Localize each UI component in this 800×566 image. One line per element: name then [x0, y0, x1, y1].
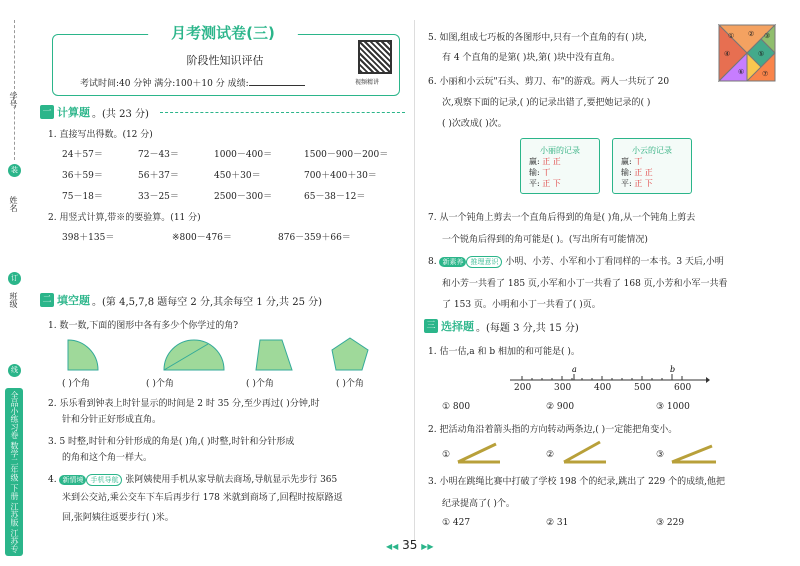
right-arrows-icon: ▶▶	[421, 542, 434, 551]
svg-text:⑤: ⑤	[758, 50, 765, 58]
question-text: 小明、小芳、小军和小丁看同样的一本书。3 天后,小明	[505, 257, 724, 267]
pentagon-shape	[332, 338, 368, 370]
question-1-1: 1. 直接写出得数。(12 分)	[48, 130, 153, 140]
svg-text:③: ③	[764, 32, 771, 40]
choice-option[interactable]: ③ 229	[656, 518, 685, 528]
calc-item: 2500－300＝	[214, 192, 273, 202]
choice-1: 1. 估一估,a 和 b 相加的和可能是( )。	[428, 347, 580, 357]
page-divider	[414, 20, 415, 540]
question-2-4-line1	[48, 472, 337, 486]
question-2-6-line2: 次,观察下面的记录,( )的记录出错了,要把她记录的( )	[442, 98, 651, 108]
vertical-calc-item: 398＋135＝	[62, 233, 115, 243]
question-2-2-line1: 2. 乐乐看到钟表上时针显示的时间是 2 时 35 分,至少再过( )分钟,时	[48, 399, 320, 409]
tick-label: 600	[674, 383, 692, 393]
angle-figure-2	[564, 442, 606, 462]
calc-item: 65－38－12＝	[304, 192, 366, 202]
angle-figure-1	[458, 444, 500, 462]
class-label: 班级	[9, 292, 18, 308]
vertical-calc-item: 876－359＋66＝	[278, 233, 351, 243]
record-card-xiaoli	[520, 138, 600, 194]
choice-option[interactable]: ① 427	[442, 518, 471, 528]
rotating-angle-figures	[456, 438, 736, 466]
question-1-2: 2. 用竖式计算,带※的要验算。(11 分)	[48, 213, 201, 223]
record-card-xiaoyun	[612, 138, 692, 194]
left-arrows-icon: ◀◀	[386, 542, 399, 551]
binding-dot: 订	[8, 272, 21, 285]
question-2-7-line1: 7. 从一个钝角上剪去一个直角后得到的角是( )角,从一个钝角上剪去	[428, 213, 696, 223]
tick-label: 400	[594, 383, 612, 393]
calc-item: 1000－400＝	[214, 150, 273, 160]
binding-dot: 线	[8, 364, 21, 377]
question-2-5-line1: 5. 如图,组成七巧板的各图形中,只有一个直角的有( )块,	[428, 33, 647, 43]
quarter-circle-shape	[68, 340, 98, 370]
binding-line	[14, 20, 15, 160]
choice-3-line2: 纪录提高了( )个。	[442, 499, 515, 509]
section-title: 计算题	[57, 106, 90, 119]
point-a-label: a	[572, 365, 577, 374]
question-number: 8.	[428, 257, 437, 267]
exam-info	[80, 76, 305, 89]
section-note: 。(共 23 分)	[92, 108, 149, 120]
question-2-6-line3: ( )次改成( )次。	[442, 119, 507, 129]
section-number: 三	[424, 319, 438, 333]
question-text: 张阿姨使用手机从家导航去商场,导航显示先步行 365	[125, 475, 338, 485]
calc-item: 24＋57＝	[62, 150, 103, 160]
record-row: 赢: 正 正	[529, 157, 561, 166]
question-2-8-line1	[428, 254, 724, 268]
page-number: ◀◀ 35 ▶▶	[386, 538, 434, 552]
svg-text:②: ②	[748, 30, 755, 38]
record-row: 赢: 丅	[621, 157, 643, 166]
choice-option[interactable]: ①	[442, 450, 451, 460]
book-series-band: 全品小练习卷 数学二年级 下册 江苏版 江苏专	[5, 388, 23, 556]
question-2-4-line2: 米到公交站,乘公交车下车后再步行 178 米就到商场了,回程时按原路返	[62, 493, 343, 503]
choice-option[interactable]: ②	[546, 450, 555, 460]
svg-text:⑦: ⑦	[762, 70, 769, 78]
trapezoid-shape	[256, 340, 292, 370]
question-2-5-line2: 有 4 个直角的是第( )块,第( )块中没有直角。	[442, 53, 621, 63]
calc-item: 700＋400＋30＝	[304, 171, 377, 181]
choice-option[interactable]: ② 31	[546, 518, 569, 528]
calc-item: 75－18＝	[62, 192, 103, 202]
question-2-8-line2: 和小芳一共看了 185 页,小军和小丁一共看了 168 页,小芳和小军一共看	[442, 279, 728, 289]
qr-code-icon[interactable]	[358, 40, 392, 74]
qr-caption: 视频精讲	[355, 79, 380, 86]
section-number: 一	[40, 105, 54, 119]
record-row: 输: 丅	[529, 168, 551, 177]
name-label: 姓名	[9, 196, 18, 212]
section-title: 填空题	[57, 294, 90, 307]
question-2-6-line1: 6. 小丽和小云玩"石头、剪刀、布"的游戏。两人一共玩了 20	[428, 77, 670, 87]
calc-item: 450＋30＝	[214, 171, 261, 181]
choice-2: 2. 把活动角沿着箭头指的方向转动两条边,( )一定能把角变小。	[428, 425, 678, 435]
section-number: 二	[40, 293, 54, 307]
record-title: 小丽的记录	[540, 146, 580, 155]
shape-blank[interactable]: ( )个角	[146, 379, 174, 389]
choice-3-line1: 3. 小明在跳绳比赛中打破了学校 198 个的纪录,跳出了 229 个的成绩,他把	[428, 477, 725, 487]
question-2-3-line1: 3. 5 时整,时针和分针形成的角是( )角,( )时整,时针和分针形成	[48, 437, 295, 447]
page-subtitle: 阶段性知识评估	[186, 54, 264, 67]
angle-figure-3	[672, 446, 716, 462]
question-2-4-line3: 回,张阿姨往返要步行( )米。	[62, 513, 174, 523]
binding-dot: 装	[8, 164, 21, 177]
reasoning-tag: 推理意识	[466, 256, 502, 268]
question-2-3-line2: 的角和这个角一样大。	[62, 453, 153, 463]
new-context-tag: 新情境	[59, 475, 86, 485]
calc-item: 1500－900－200＝	[304, 150, 389, 160]
record-row: 输: 正 正	[621, 168, 653, 177]
vertical-calc-item: ※800－476＝	[172, 233, 232, 243]
tick-label: 500	[634, 383, 652, 393]
svg-text:①: ①	[728, 32, 735, 40]
shape-blank[interactable]: ( )个角	[246, 379, 274, 389]
phone-nav-tag: 手机导航	[86, 474, 122, 486]
point-b-label: b	[670, 365, 676, 374]
shape-blank[interactable]: ( )个角	[336, 379, 364, 389]
question-2-2-line2: 针和分针正好形成直角。	[62, 415, 162, 425]
shape-blank[interactable]: ( )个角	[62, 379, 90, 389]
svg-text:⑥: ⑥	[738, 68, 745, 76]
section-2-header	[40, 292, 322, 308]
section-divider	[160, 112, 405, 113]
record-title: 小云的记录	[632, 146, 672, 155]
section-title: 选择题	[441, 320, 474, 333]
record-row: 平: 正 下	[529, 179, 561, 188]
question-2-1: 1. 数一数,下面的图形中各有多少个你学过的角?	[48, 321, 239, 331]
tangram-figure	[718, 24, 776, 82]
angle-shapes-figure	[60, 336, 390, 374]
section-1-header	[40, 104, 149, 120]
calc-item: 36＋59＝	[62, 171, 103, 181]
calc-item: 56＋37＝	[138, 171, 179, 181]
record-row: 平: 正 下	[621, 179, 653, 188]
choice-option[interactable]: ① 800	[442, 402, 471, 412]
section-note: 。(第 4,5,7,8 题每空 2 分,其余每空 1 分,共 25 分)	[92, 296, 323, 308]
choice-option[interactable]: ② 900	[546, 402, 575, 412]
tick-label: 200	[514, 383, 532, 393]
choice-option[interactable]: ③ 1000	[656, 402, 690, 412]
section-note: 。(每题 3 分,共 15 分)	[476, 322, 579, 334]
exam-info-text: 考试时间:40 分钟 满分:100＋10 分 成绩:	[80, 79, 249, 89]
question-2-7-line2: 一个锐角后得到的角可能是( )。(写出所有可能情况)	[442, 235, 648, 245]
question-2-8-line3: 了 153 页。小明和小丁一共看了( )页。	[442, 300, 601, 310]
student-number-label: 学号	[9, 92, 18, 108]
question-number: 4.	[48, 475, 57, 485]
page-title: 月考测试卷(三)	[148, 20, 298, 46]
section-3-header	[424, 318, 579, 334]
svg-text:④: ④	[724, 50, 731, 58]
new-literacy-tag: 新素养	[439, 257, 466, 267]
calc-item: 33－25＝	[138, 192, 179, 202]
tick-label: 300	[554, 383, 572, 393]
calc-item: 72－43＝	[138, 150, 179, 160]
choice-option[interactable]: ③	[656, 450, 665, 460]
semicircle-with-chord-shape	[164, 340, 224, 370]
binding-sidebar	[0, 0, 30, 566]
